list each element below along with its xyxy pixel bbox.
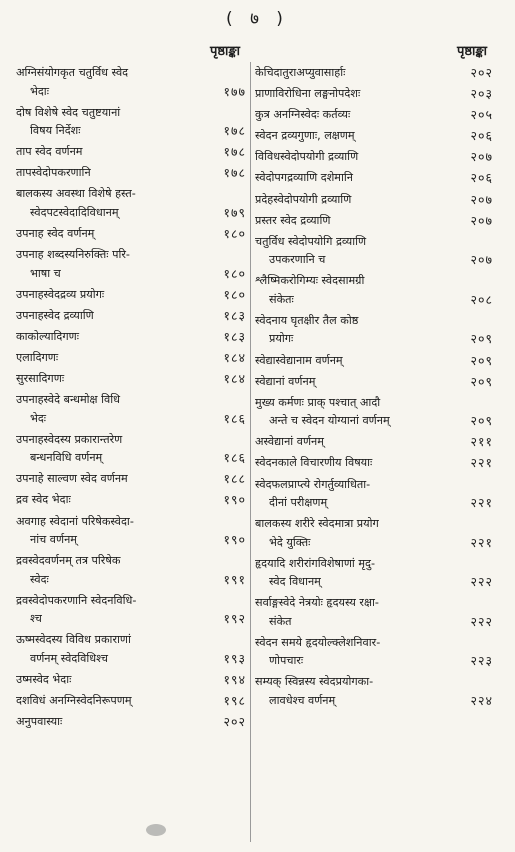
entry-title: उपनाहस्वेद द्रव्याणि bbox=[16, 308, 94, 322]
toc-entry bbox=[255, 594, 495, 631]
entry-page-number: २२१ bbox=[470, 455, 493, 471]
entry-title: उपनाह शब्दस्यनिरुक्तिः परि- bbox=[16, 248, 130, 262]
entry-title: स्वेदः bbox=[30, 572, 49, 586]
entry-page-number: १८० bbox=[223, 225, 246, 241]
entry-page-number: १८६ bbox=[223, 450, 246, 466]
toc-column-left bbox=[16, 40, 248, 734]
toc-entry bbox=[255, 148, 495, 167]
entry-title: स्वेद्यानां वर्णनम् bbox=[255, 374, 316, 388]
entry-page-number: १७७ bbox=[223, 83, 246, 99]
entry-title: स्वेदपटस्वेदादिविधानम् bbox=[30, 205, 119, 219]
entry-title: प्रदेहस्वेदोपयोगी द्रव्याणि bbox=[255, 192, 352, 206]
ink-stain bbox=[146, 824, 166, 836]
entry-title: उपनाहस्वेदद्रव्य प्रयोगः bbox=[16, 287, 105, 301]
entry-page-number: २०६ bbox=[470, 170, 493, 186]
entry-title: सम्यक् स्विन्नस्य स्वेदप्रयोगका- bbox=[255, 675, 374, 689]
toc-entry bbox=[16, 491, 248, 510]
toc-entry bbox=[16, 391, 248, 428]
entry-title: प्रस्तर स्वेद द्रव्याणि bbox=[255, 213, 331, 227]
entry-title: ऊष्मस्वेदस्य विविध प्रकाराणां bbox=[16, 633, 131, 647]
entry-page-number: २२२ bbox=[470, 574, 493, 590]
entry-page-number: २०६ bbox=[470, 128, 493, 144]
entry-page-number: १९३ bbox=[223, 650, 246, 666]
toc-entry bbox=[255, 634, 495, 671]
entry-title: णोपचारः bbox=[269, 654, 304, 668]
toc-entry bbox=[16, 692, 248, 711]
entry-title: दोष विशेषे स्वेद चतुष्टयानां bbox=[16, 105, 121, 119]
entry-page-number: २०९ bbox=[470, 331, 493, 347]
toc-entry bbox=[16, 64, 248, 101]
toc-entry bbox=[255, 673, 495, 710]
entry-title: उपनाह स्वेद वर्णनम् bbox=[16, 226, 95, 240]
entry-title: प्रयोगः bbox=[269, 332, 294, 346]
toc-entry bbox=[255, 212, 495, 231]
entry-title: स्वेदनाय घृतक्षीर तैल कोष्ठ bbox=[255, 313, 359, 327]
entry-title: अनुपवास्याः bbox=[16, 715, 63, 729]
entry-title: बन्धनविधि वर्णनम् bbox=[30, 451, 103, 465]
toc-entry bbox=[16, 349, 248, 368]
toc-entry bbox=[16, 328, 248, 347]
entry-page-number: २२२ bbox=[470, 613, 493, 629]
entry-page-number: १९१ bbox=[223, 571, 246, 587]
entry-title: अस्वेद्यानां वर्णनम् bbox=[255, 435, 324, 449]
entry-page-number: १८० bbox=[223, 286, 246, 302]
toc-entry bbox=[16, 307, 248, 326]
entry-title: लावधेश्च वर्णनम् bbox=[269, 693, 336, 707]
toc-column-right bbox=[255, 40, 495, 713]
entry-page-number: १८६ bbox=[223, 410, 246, 426]
toc-entry bbox=[16, 225, 248, 244]
entry-title: भेदाः bbox=[30, 84, 49, 98]
entry-page-number: १७८ bbox=[223, 144, 246, 160]
toc-entry bbox=[255, 233, 495, 270]
entry-page-number: २११ bbox=[470, 434, 493, 450]
toc-entry bbox=[16, 713, 248, 732]
entry-title: स्वेदन समये हृदयोल्क्लेशनिवार- bbox=[255, 635, 381, 649]
toc-entry bbox=[255, 169, 495, 188]
page-number: ( ७ ) bbox=[226, 9, 289, 29]
entry-page-number: २२४ bbox=[470, 692, 493, 708]
entry-page-number: २०९ bbox=[470, 413, 493, 429]
toc-entry bbox=[16, 185, 248, 222]
entry-title: वर्णनम् स्वेदविधिश्च bbox=[30, 651, 109, 665]
entry-page-number: २०७ bbox=[470, 191, 493, 207]
entry-page-number: २०७ bbox=[470, 149, 493, 165]
entry-page-number: १७८ bbox=[223, 165, 246, 181]
entry-title: चतुर्विध स्वेदोपयोगि द्रव्याणि bbox=[255, 234, 367, 248]
entry-title: द्रवस्वेदोपकरणानि स्वेदनविधि- bbox=[16, 593, 137, 607]
entry-title: दशविधं अनग्निस्वेदनिरूपणम् bbox=[16, 693, 132, 707]
entry-page-number: १८४ bbox=[223, 371, 246, 387]
entry-title: एलादिगणः bbox=[16, 350, 59, 364]
entry-title: उपनाहे साल्वण स्वेद वर्णनम bbox=[16, 472, 128, 486]
toc-entry bbox=[255, 555, 495, 592]
toc-entry bbox=[16, 246, 248, 283]
entry-page-number: १९४ bbox=[223, 671, 246, 687]
entry-title: उपनाहस्वेदस्य प्रकारान्तरेण bbox=[16, 432, 123, 446]
entry-title: स्वेदोपगद्रव्याणि दशेमानि bbox=[255, 171, 354, 185]
entry-title: दीनां परीक्षणम् bbox=[269, 496, 328, 509]
entry-page-number: २०७ bbox=[470, 212, 493, 228]
entry-title: तापस्वेदोपकरणानि bbox=[16, 166, 91, 180]
entry-title: मुख्य कर्मणः प्राक् पश्चात् आदौ bbox=[255, 395, 381, 409]
entry-page-number: १८८ bbox=[223, 471, 246, 487]
entry-page-number: १९० bbox=[223, 492, 246, 508]
entry-title: बालकस्य अवस्था विशेषे हस्त- bbox=[16, 187, 136, 201]
entry-page-number: २०२ bbox=[470, 65, 493, 80]
entry-title: स्वेदफलप्राप्त्ये रोगर्तुव्याधिता- bbox=[255, 477, 371, 491]
toc-entry bbox=[16, 431, 248, 468]
entry-title: हृदयादि शरीरांगविशेषाणां मृदु- bbox=[255, 556, 376, 570]
entry-title: स्वेद्यास्वेद्यानाम वर्णनम् bbox=[255, 353, 343, 367]
toc-entry bbox=[255, 272, 495, 309]
entry-title: अवगाह स्वेदानां परिषेकस्वेदा- bbox=[16, 514, 134, 528]
entry-title: स्वेदन द्रव्यगुणाः, लक्षणम् bbox=[255, 129, 355, 143]
toc-entry bbox=[16, 631, 248, 668]
entry-title: भेदः bbox=[30, 411, 47, 425]
toc-entry bbox=[255, 433, 495, 452]
toc-entry bbox=[255, 85, 495, 104]
toc-entry bbox=[16, 552, 248, 589]
entry-title: प्राणाविरोधिना लङ्घनोपदेशः bbox=[255, 87, 361, 101]
toc-entry bbox=[255, 476, 495, 513]
entry-page-number: १९२ bbox=[223, 611, 246, 627]
entry-title: काकोल्यादिगणः bbox=[16, 329, 79, 343]
entry-page-number: २०८ bbox=[470, 291, 493, 307]
entry-title: स्वेदनकाले विचारणीय विषयाः bbox=[255, 456, 373, 470]
entry-title: बालकस्य शरीरे स्वेदमात्रा प्रयोग bbox=[255, 517, 379, 531]
entry-title: उपनाहस्वेदे बन्धमोक्ष विधि bbox=[16, 393, 121, 407]
entry-title: स्वेद विधानम् bbox=[269, 575, 321, 589]
column-header: पृष्ठाङ्का bbox=[209, 44, 240, 59]
column-divider bbox=[250, 62, 251, 842]
entry-page-number: १८३ bbox=[223, 328, 246, 344]
toc-entry bbox=[16, 286, 248, 305]
entry-title: अग्निसंयोगकृत चतुर्विध स्वेद bbox=[16, 66, 129, 79]
entry-title: नांच वर्णनम् bbox=[30, 533, 77, 546]
entry-page-number: २२१ bbox=[470, 534, 493, 550]
entry-page-number: २०९ bbox=[470, 373, 493, 389]
entry-title: भाषा च bbox=[30, 266, 61, 280]
entry-title: विषय निर्देशः bbox=[30, 124, 81, 138]
entry-title: भेदे युक्तिः bbox=[269, 535, 311, 549]
entry-page-number: १८० bbox=[223, 265, 246, 281]
entry-title: ताप स्वेद वर्णनम bbox=[16, 145, 83, 159]
entry-title: द्रव स्वेद भेदाः bbox=[16, 493, 71, 507]
entry-page-number: १७८ bbox=[223, 123, 246, 139]
toc-entry bbox=[255, 515, 495, 552]
entry-title: द्रवस्वेदवर्णनम् तत्र परिषेक bbox=[16, 554, 121, 568]
toc-entry bbox=[255, 64, 495, 83]
toc-entry bbox=[16, 164, 248, 183]
entry-title: विविधस्वेदोपयोगी द्रव्याणि bbox=[255, 150, 359, 164]
toc-entry bbox=[16, 470, 248, 489]
entry-title: सर्वाङ्गस्वेदे नेत्रयोः हृदयस्य रक्षा- bbox=[255, 596, 379, 610]
entry-page-number: १८३ bbox=[223, 307, 246, 323]
entry-title: संकेत bbox=[269, 614, 292, 628]
entry-title: श्लैष्मिकरोगिम्यः स्वेदसामग्री bbox=[255, 274, 365, 288]
entry-page-number: २२३ bbox=[470, 653, 493, 669]
entry-title: उपकरणानि च bbox=[269, 253, 326, 267]
toc-entry-list bbox=[255, 64, 495, 710]
entry-title: सुरसादिगणः bbox=[16, 372, 65, 386]
toc-entry bbox=[255, 127, 495, 146]
entry-title: केचिदातुराअप्युवासार्हाः bbox=[255, 66, 346, 79]
toc-entry bbox=[255, 352, 495, 371]
toc-entry-list bbox=[16, 64, 248, 732]
toc-entry bbox=[16, 671, 248, 690]
toc-entry bbox=[255, 373, 495, 392]
entry-page-number: २२१ bbox=[470, 495, 493, 510]
entry-page-number: २०९ bbox=[470, 352, 493, 368]
entry-title: संकेतः bbox=[269, 292, 294, 306]
toc-entry bbox=[255, 394, 495, 431]
toc-entry bbox=[16, 370, 248, 389]
entry-title: श्च bbox=[30, 612, 42, 626]
entry-page-number: २०२ bbox=[223, 714, 246, 730]
toc-entry bbox=[255, 312, 495, 349]
entry-page-number: १९० bbox=[223, 532, 246, 547]
entry-page-number: १९८ bbox=[223, 692, 246, 708]
toc-entry bbox=[16, 592, 248, 629]
entry-title: अन्ते च स्वेदन योग्यानां वर्णनम् bbox=[269, 414, 390, 428]
column-header: पृष्ठाङ्का bbox=[456, 44, 487, 59]
entry-page-number: २०७ bbox=[470, 252, 493, 268]
toc-entry bbox=[16, 143, 248, 162]
toc-entry bbox=[16, 104, 248, 141]
toc-entry bbox=[255, 454, 495, 473]
toc-entry bbox=[255, 191, 495, 210]
toc-entry bbox=[16, 513, 248, 550]
toc-entry bbox=[255, 106, 495, 125]
entry-page-number: २०५ bbox=[470, 107, 493, 123]
entry-page-number: १७९ bbox=[223, 204, 246, 220]
entry-page-number: १८४ bbox=[223, 349, 246, 365]
entry-page-number: २०३ bbox=[470, 86, 493, 102]
entry-title: कुत्र अनग्निस्वेदः कर्तव्यः bbox=[255, 108, 351, 122]
entry-title: उष्मस्वेद भेदाः bbox=[16, 672, 72, 686]
